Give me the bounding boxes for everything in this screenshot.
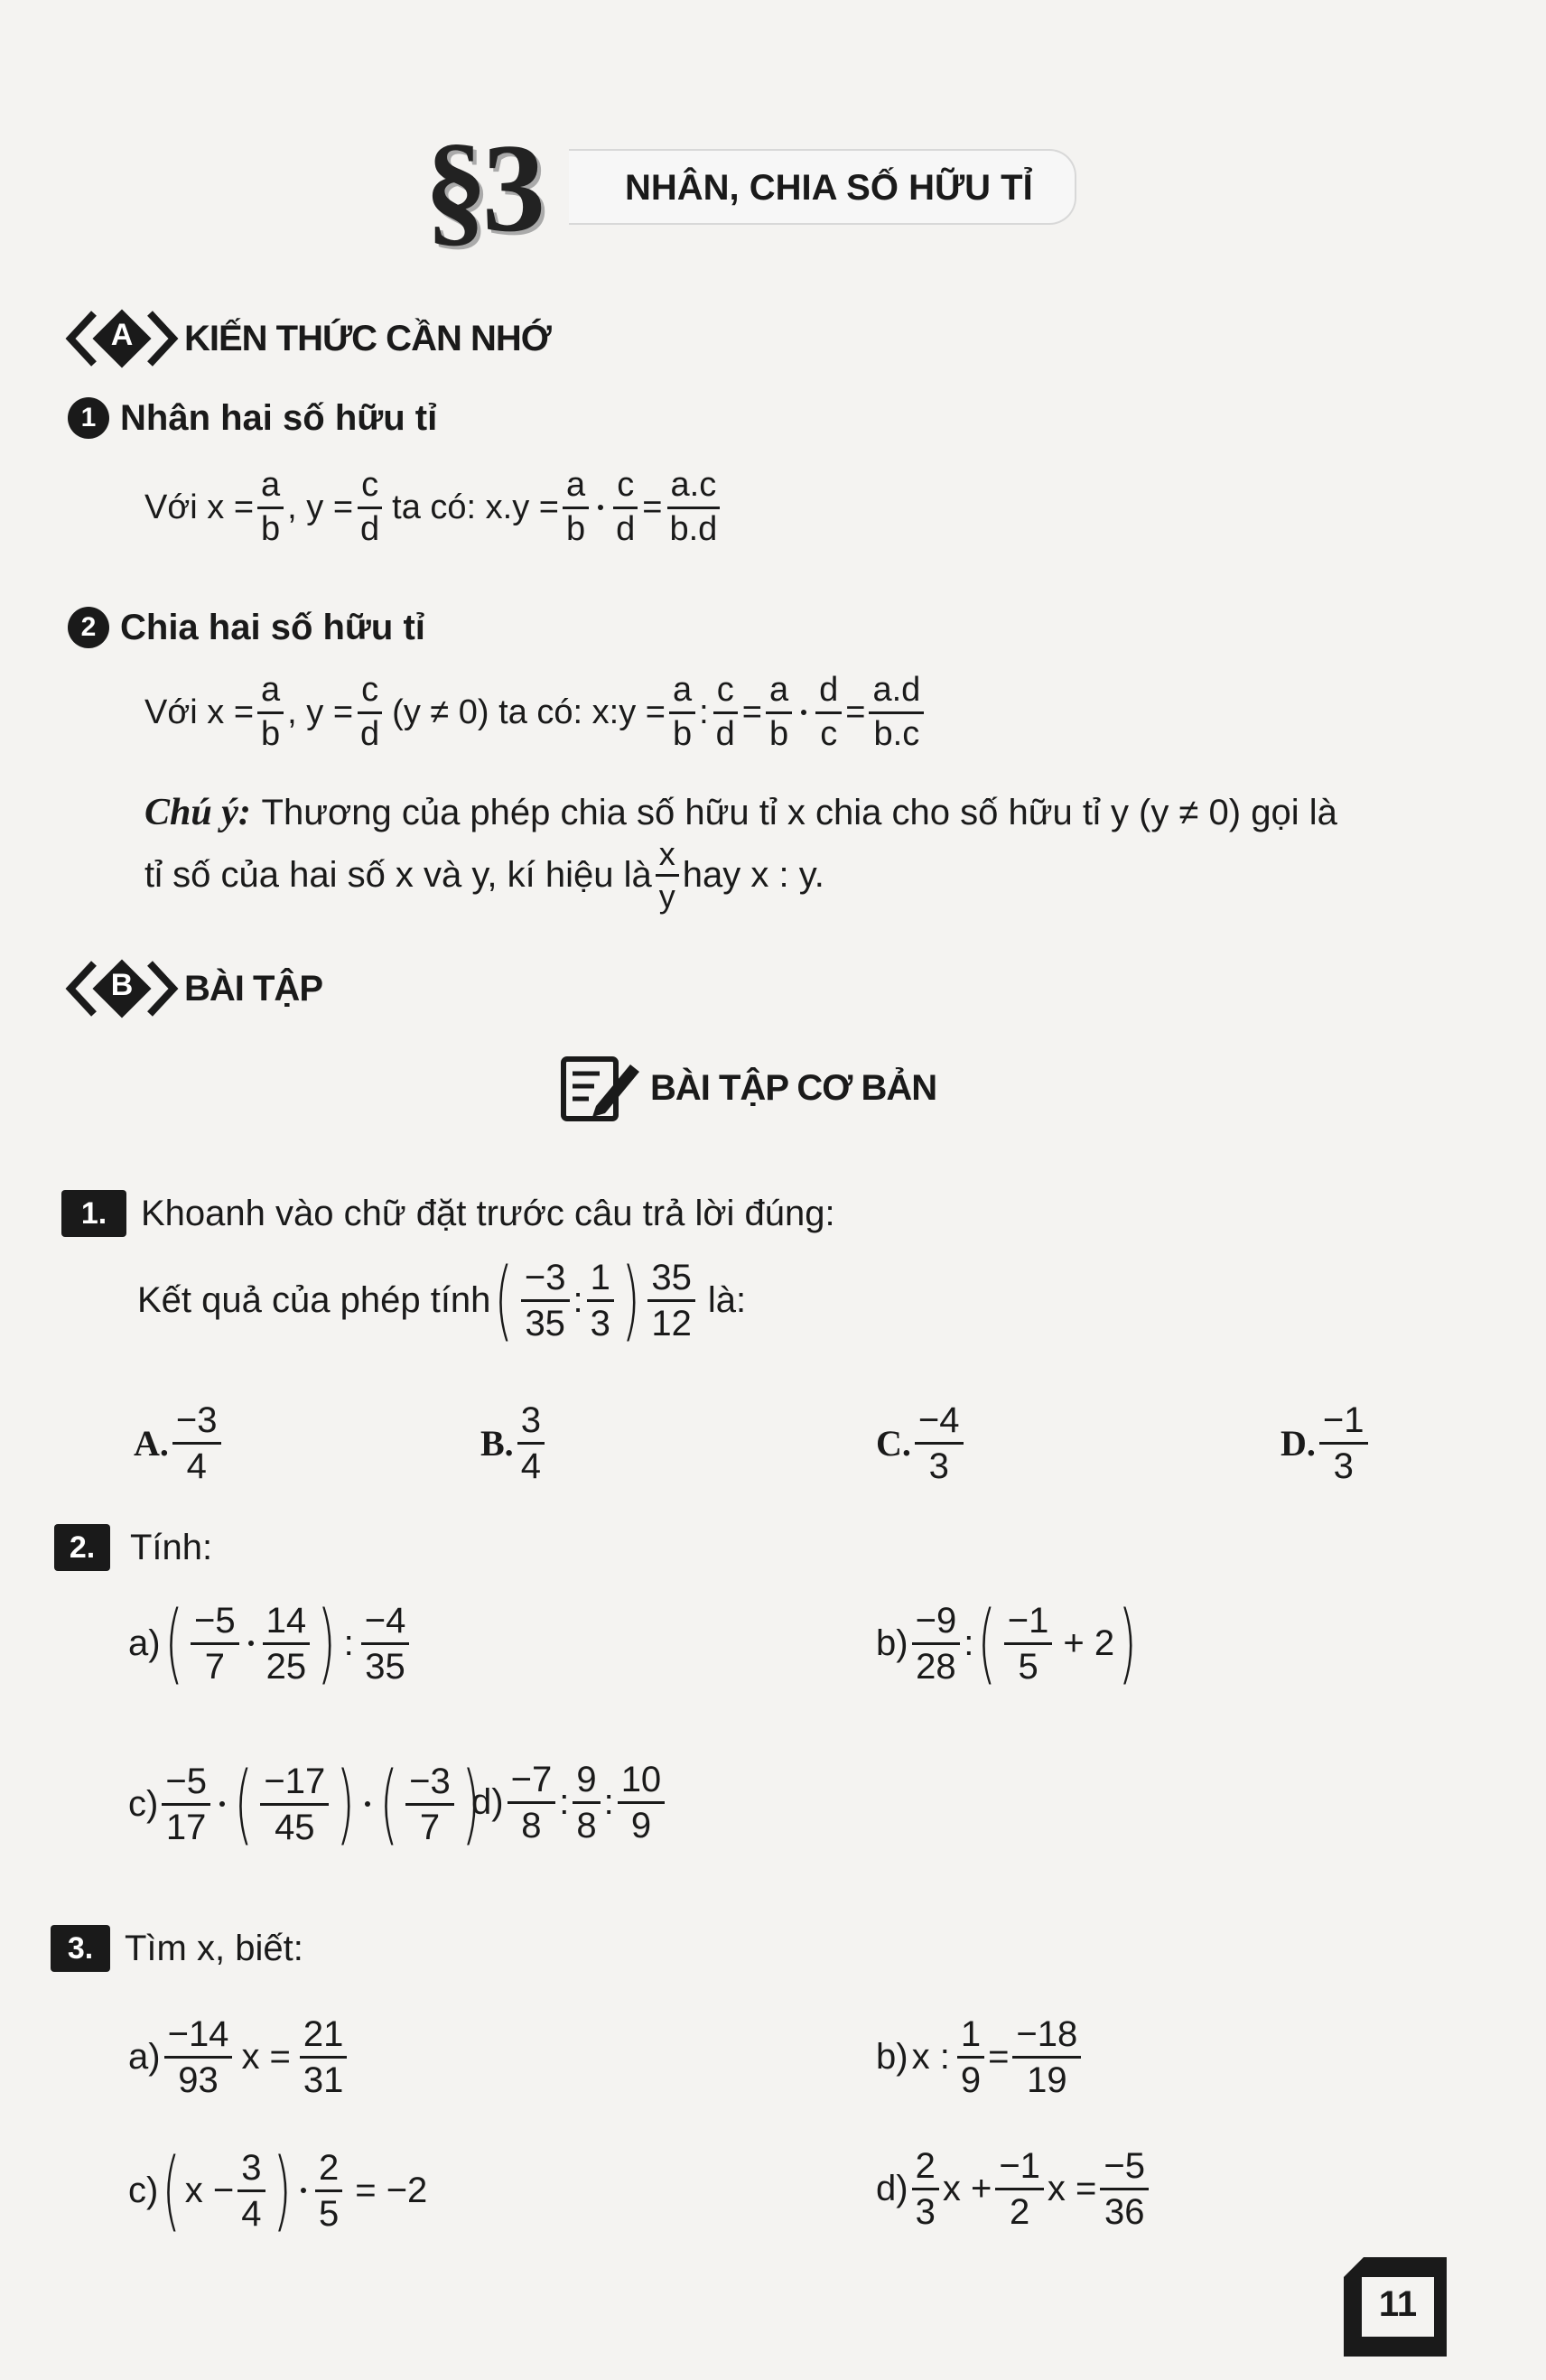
fraction: $\frac{-3}{4}$ [172, 1401, 221, 1485]
answer-option-c[interactable]: C. $\frac{-4}{3}$ [876, 1401, 967, 1485]
note-line-2: tỉ số của hai số x và y, kí hiệu là $\frac{x}{y}$ hay x : y. [144, 835, 824, 915]
fraction: $\frac{14}{25}$ [263, 1602, 311, 1686]
fraction: $\frac{-14}{93}$ [164, 2015, 233, 2099]
fraction: $\frac{2}{3}$ [912, 2147, 939, 2231]
fraction: $\frac{a.c}{b.d}$ [666, 468, 721, 548]
fraction: $\frac{21}{31}$ [300, 2015, 348, 2099]
item-heading: Nhân hai số hữu tỉ [120, 397, 438, 438]
basic-exercises-title: BÀI TẬP CƠ BẢN [650, 1067, 937, 1108]
multiply-dot [801, 710, 806, 715]
exercise-1-question: Kết quả của phép tính ( $\frac{-3}{35}$ : $\frac{1}{3}$ ) $\frac{35}{12}$ là: [137, 1250, 747, 1351]
exercise-number-badge: 3. [51, 1925, 110, 1972]
exercise-prompt: Khoanh vào chữ đặt trước câu trả lời đúng: [141, 1193, 835, 1233]
fraction: $\frac{-5}{36}$ [1100, 2147, 1149, 2231]
exercise-2c: c) $\frac{-5}{17}$ ( $\frac{-17}{45}$ ) ( $\frac{-3}{7}$ ) [128, 1753, 480, 1855]
fraction: $\frac{-17}{45}$ [260, 1762, 329, 1846]
fraction: $\frac{a}{b}$ [669, 673, 695, 753]
part-a-header [63, 302, 551, 375]
exercise-3b: b) x : $\frac{1}{9}$ = $\frac{-18}{19}$ [876, 2015, 1085, 2099]
fraction: $\frac{9}{8}$ [573, 1761, 600, 1845]
fraction: $\frac{3}{4}$ [237, 2149, 265, 2233]
note-label: Chú ý: [144, 792, 251, 833]
item-number-badge: 1 [68, 397, 109, 439]
fraction: $\frac{-18}{19}$ [1012, 2015, 1081, 2099]
fraction: $\frac{d}{c}$ [815, 673, 842, 753]
section-header [424, 118, 1093, 258]
fraction: $\frac{-5}{7}$ [191, 1602, 239, 1686]
fraction: $\frac{-7}{8}$ [508, 1761, 556, 1845]
fraction: $\frac{a}{b}$ [766, 673, 792, 753]
note [144, 793, 1337, 914]
page-number-tab [1344, 2257, 1447, 2357]
part-b-header [63, 953, 322, 1025]
fraction: $\frac{a}{b}$ [563, 468, 589, 548]
part-b-badge-letter: B [110, 968, 134, 1002]
exercise-prompt: Tính: [130, 1527, 213, 1567]
exercise-3-header [51, 1925, 303, 1972]
fraction: $\frac{-4}{3}$ [915, 1401, 964, 1485]
exercise-1-header [61, 1190, 835, 1237]
exercise-number-badge: 2. [54, 1524, 110, 1571]
fraction: $\frac{c}{d}$ [357, 468, 383, 548]
item-number-badge: 2 [68, 607, 109, 648]
fraction: $\frac{35}{12}$ [647, 1259, 695, 1343]
multiply-dot [301, 2188, 306, 2193]
fraction: $\frac{1}{3}$ [587, 1259, 614, 1343]
part-a-title: KIẾN THỨC CẦN NHỚ [184, 318, 551, 358]
page-number: 11 [1378, 2284, 1418, 2324]
exercise-3c: c) ( x − $\frac{3}{4}$ ) $\frac{2}{5}$ = −2 [128, 2140, 428, 2241]
fraction: $\frac{-4}{35}$ [361, 1602, 410, 1686]
exercise-2d: d) $\frac{-7}{8}$ : $\frac{9}{8}$ : $\frac{10}{9}$ [471, 1761, 668, 1845]
formula-multiply: Với x = $\frac{a}{b}$ , y = $\frac{c}{d}$ ta có: x.y = $\frac{a}{b}$ $\frac{c}{d}$ = $\frac{a.c}{b.d}$ [144, 468, 724, 548]
section-title: NHÂN, CHIA SỐ HỮU TỈ [625, 168, 1033, 208]
notepad-pencil-icon [560, 1052, 641, 1124]
answer-option-d[interactable]: D. $\frac{-1}{3}$ [1281, 1401, 1372, 1485]
fraction: $\frac{-3}{35}$ [521, 1259, 570, 1343]
exercise-number-badge: 1. [61, 1190, 126, 1237]
fraction: $\frac{3}{4}$ [517, 1401, 545, 1485]
fraction: $\frac{-1}{2}$ [995, 2147, 1044, 2231]
fraction: $\frac{c}{d}$ [712, 673, 739, 753]
fraction: $\frac{-1}{5}$ [1004, 1602, 1053, 1686]
fraction: $\frac{-5}{17}$ [162, 1762, 210, 1846]
basic-exercises-header [560, 1052, 936, 1124]
fraction: $\frac{c}{d}$ [612, 468, 638, 548]
fraction: $\frac{-3}{7}$ [405, 1762, 454, 1846]
exercise-prompt: Tìm x, biết: [125, 1928, 303, 1968]
formula-divide: Với x = $\frac{a}{b}$ , y = $\frac{c}{d}$ (y ≠ 0) ta có: x:y = $\frac{a}{b}$ : $\frac{c}{d}$ = $\frac{a}{b}$ $\frac{d}{c}$ = $\frac{a.d}{b.c}$ [144, 673, 927, 753]
answer-option-a[interactable]: A. $\frac{-3}{4}$ [134, 1401, 225, 1485]
answer-option-b[interactable]: B. $\frac{3}{4}$ [480, 1401, 548, 1485]
fraction: $\frac{a}{b}$ [257, 673, 284, 753]
fraction: $\frac{1}{9}$ [957, 2015, 984, 2099]
item-heading: Chia hai số hữu tỉ [120, 607, 425, 647]
exercise-2-header [54, 1524, 212, 1571]
knowledge-item-1 [68, 397, 437, 439]
fraction: $\frac{a}{b}$ [257, 468, 284, 548]
fraction: $\frac{a.d}{b.c}$ [869, 673, 924, 753]
part-a-badge-letter: A [110, 318, 134, 352]
knowledge-item-2 [68, 607, 425, 648]
fraction: $\frac{-1}{3}$ [1319, 1401, 1368, 1485]
multiply-dot [219, 1801, 225, 1807]
fraction: $\frac{10}{9}$ [618, 1761, 666, 1845]
note-text-1: Thương của phép chia số hữu tỉ x chia cho số hữu tỉ y (y ≠ 0) gọi là [261, 793, 1337, 832]
fraction: $\frac{x}{y}$ [656, 837, 679, 914]
multiply-dot [598, 505, 603, 510]
fraction: $\frac{2}{5}$ [315, 2149, 342, 2233]
exercise-2b: b) $\frac{-9}{28}$ : ( $\frac{-1}{5}$ + 2 ) [876, 1593, 1138, 1694]
part-b-title: BÀI TẬP [184, 968, 322, 1009]
fraction: $\frac{c}{d}$ [357, 673, 383, 753]
section-number: §3 [424, 118, 540, 258]
exercise-2a: a) ( $\frac{-5}{7}$ $\frac{14}{25}$ ) : $\frac{-4}{35}$ [128, 1600, 413, 1687]
multiply-dot [365, 1801, 370, 1807]
fraction: $\frac{-9}{28}$ [912, 1602, 961, 1686]
multiply-dot [248, 1641, 254, 1646]
exercise-3d: d) $\frac{2}{3}$ x + $\frac{-1}{2}$ x = $\frac{-5}{36}$ [876, 2147, 1152, 2231]
exercise-3a: a) $\frac{-14}{93}$ x = $\frac{21}{31}$ [128, 2015, 350, 2099]
